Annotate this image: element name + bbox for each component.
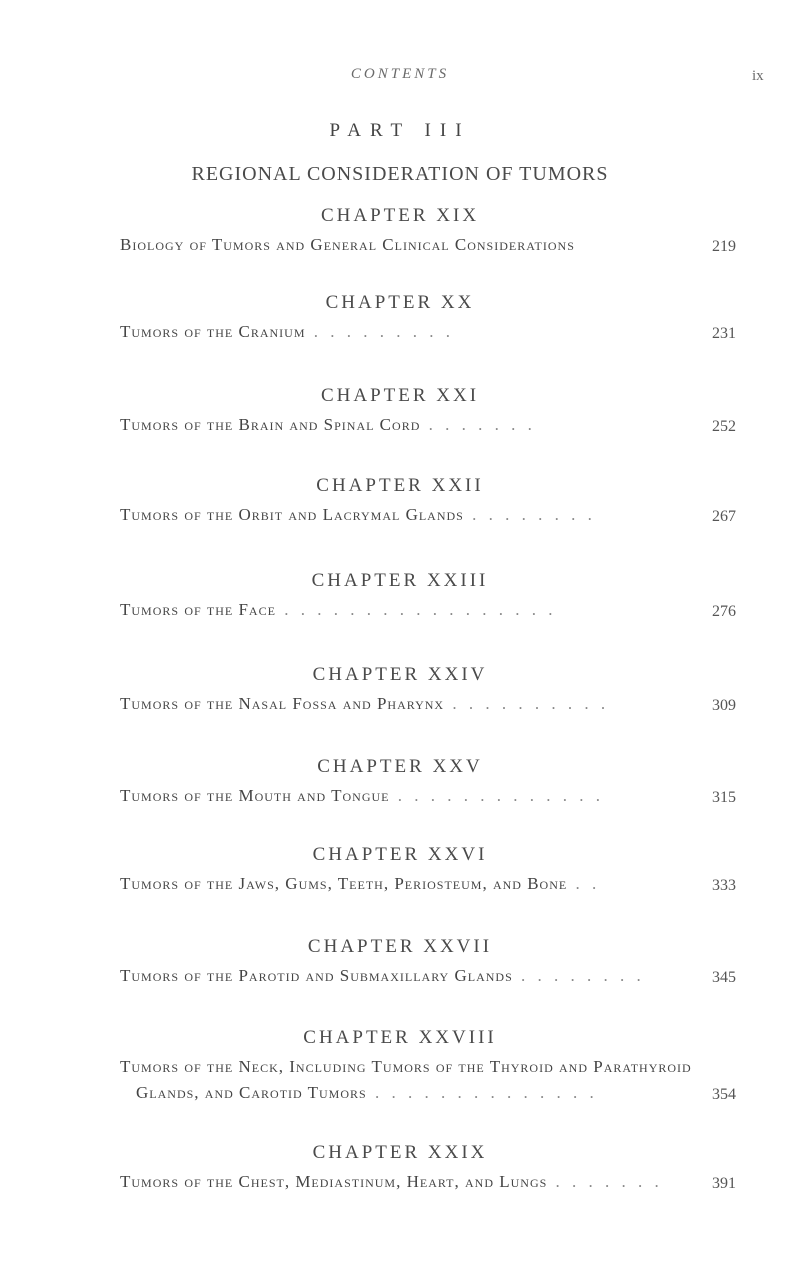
entry-page-number: 391 <box>712 1175 736 1192</box>
toc-entry <box>120 786 710 806</box>
entry-title: Tumors of the Orbit and Lacrymal Glands <box>120 505 464 524</box>
dot-leader: . . . . . . . . . . . . . . <box>366 1083 598 1102</box>
entry-page-number: 276 <box>712 603 736 620</box>
entry-page-number: 345 <box>712 969 736 986</box>
entry-title: Tumors of the Parotid and Submaxillary Glands <box>120 966 513 985</box>
dot-leader: . . . . . . . <box>420 415 536 434</box>
entry-page-number: 252 <box>712 418 736 435</box>
chapter-heading: CHAPTER XX <box>325 292 475 313</box>
entry-page-number: 354 <box>712 1086 736 1103</box>
entry-title: Tumors of the Mouth and Tongue <box>120 786 390 805</box>
entry-title: Tumors of the Cranium <box>120 322 306 341</box>
chapter-heading: CHAPTER XXI <box>320 385 480 406</box>
entry-title: Tumors of the Brain and Spinal Cord <box>120 415 421 434</box>
toc-entry <box>120 1172 710 1192</box>
entry-title: Biology of Tumors and General Clinical Considerations <box>120 235 575 254</box>
dot-leader: . . . . . . . . <box>512 966 645 985</box>
toc-entry-line2 <box>136 1083 710 1103</box>
chapter-heading: CHAPTER XXIV <box>312 664 488 685</box>
dot-leader: . . . . . . . . . . . . . . . . . <box>275 600 557 619</box>
entry-title: Tumors of the Nasal Fossa and Pharynx <box>120 694 445 713</box>
dot-leader: . . . . . . . . . <box>305 322 454 341</box>
toc-entry <box>120 966 710 986</box>
entry-title: Tumors of the Face <box>120 600 276 619</box>
running-head: CONTENTS <box>350 66 450 82</box>
part-label: PART III <box>329 120 471 141</box>
toc-entry <box>120 235 710 255</box>
page-number: ix <box>752 68 764 84</box>
entry-title: Tumors of the Jaws, Gums, Teeth, Periosteum, and Bone <box>120 874 568 893</box>
entry-title-continued: Glands, and Carotid Tumors <box>136 1083 367 1102</box>
dot-leader: . . . . . . . . <box>463 505 596 524</box>
chapter-heading: CHAPTER XXII <box>316 475 484 496</box>
chapter-heading: CHAPTER XXIX <box>312 1142 488 1163</box>
toc-entry <box>120 322 710 342</box>
entry-page-number: 333 <box>712 877 736 894</box>
dot-leader: . . . . . . . <box>547 1172 663 1191</box>
toc-entry <box>120 874 710 894</box>
chapter-heading: CHAPTER XXVII <box>307 936 493 957</box>
toc-entry-line1 <box>120 1057 710 1077</box>
dot-leader: . . . . . . . . . . <box>444 694 610 713</box>
toc-entry <box>120 505 710 525</box>
toc-entry <box>120 415 710 435</box>
entry-page-number: 219 <box>712 238 736 255</box>
chapter-heading: CHAPTER XXV <box>317 756 483 777</box>
chapter-heading: CHAPTER XXVI <box>312 844 488 865</box>
entry-title: Tumors of the Chest, Mediastinum, Heart, and Lungs <box>120 1172 548 1191</box>
entry-page-number: 315 <box>712 789 736 806</box>
entry-title: Tumors of the Neck, Including Tumors of the Thyroid and Parathyroid <box>120 1057 692 1076</box>
toc-entry <box>120 694 710 714</box>
chapter-heading: CHAPTER XXIII <box>311 570 489 591</box>
entry-page-number: 309 <box>712 697 736 714</box>
part-title: REGIONAL CONSIDERATION OF TUMORS <box>191 163 609 185</box>
entry-page-number: 267 <box>712 508 736 525</box>
dot-leader: . . <box>567 874 601 893</box>
chapter-heading: CHAPTER XIX <box>320 205 480 226</box>
toc-entry <box>120 600 710 620</box>
dot-leader: . . . . . . . . . . . . . <box>389 786 604 805</box>
chapter-heading: CHAPTER XXVIII <box>303 1027 497 1048</box>
entry-page-number: 231 <box>712 325 736 342</box>
